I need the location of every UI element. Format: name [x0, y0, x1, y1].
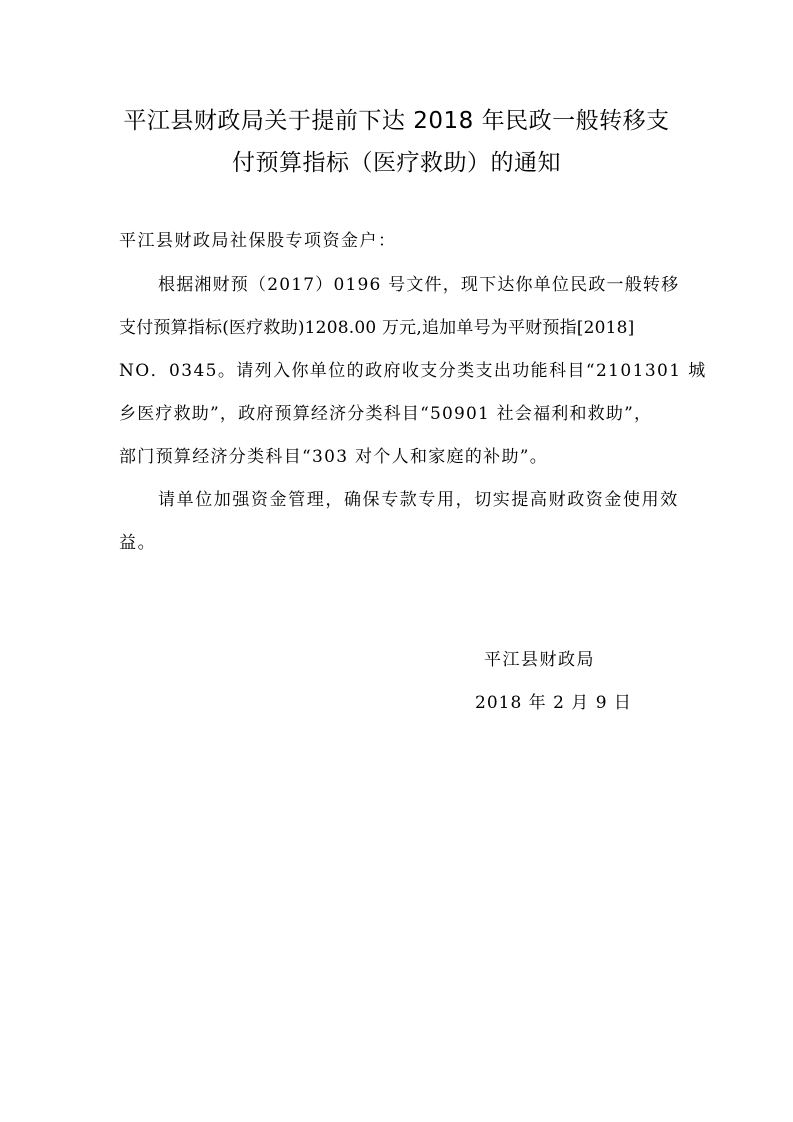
document-title-line-2: 付预算指标（医疗救助）的通知	[232, 150, 561, 176]
paragraph-1-line-4: 乡医疗救助”，政府预算经济分类科目“50901 社会福利和救助”，	[119, 404, 653, 424]
document-title-line-1: 平江县财政局关于提前下达 2018 年民政一般转移支	[123, 108, 670, 134]
signature-organization: 平江县财政局	[484, 650, 595, 670]
paragraph-2-line-1: 请单位加强资金管理，确保专款专用，切实提高财政资金使用效	[158, 490, 679, 510]
paragraph-1-line-5: 部门预算经济分类科目“303 对个人和家庭的补助”。	[119, 447, 549, 467]
paragraph-1-line-2: 支付预算指标(医疗救助)1208.00 万元,追加单号为平财预指[2018]	[119, 318, 635, 338]
addressee: 平江县财政局社保股专项资金户：	[119, 231, 397, 251]
signature-date: 2018 年 2 月 9 日	[475, 693, 632, 713]
paragraph-1-line-3: NO．0345。请列入你单位的政府收支分类支出功能科目“2101301 城	[119, 361, 707, 381]
paragraph-1-line-1: 根据湘财预（2017）0196 号文件，现下达你单位民政一般转移	[158, 275, 680, 295]
paragraph-2-line-2: 益。	[119, 533, 157, 553]
